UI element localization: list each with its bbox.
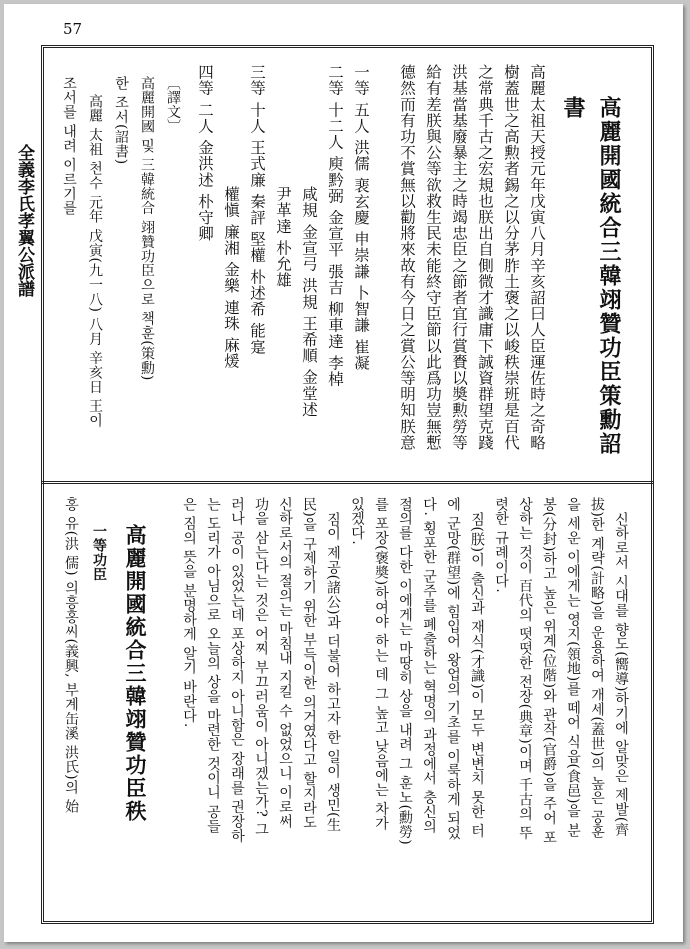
- translation-line: 은 짐의 뜻을 분명하게 알기 바란다.: [181, 497, 197, 728]
- side-title: 全義李氏孝翼公派譜: [14, 144, 34, 297]
- award-line: 三等 十人 王式廉 秦評 堅權 朴述希 能寔: [248, 64, 266, 355]
- translation-line: 는 도리가 아님으로 오늘의 상을 마련한 것이니 공들: [205, 497, 221, 834]
- decree-line: 德然而有功不賞無以勸將來故有今日之賞公等明知朕意: [398, 64, 416, 451]
- translation-line: 짐(朕)이 출신과 재식(才識)이 모두 변변치 못한 터: [469, 512, 485, 839]
- translation-line: 功을 삼는다는 것은 어찌 부끄러움이 아니겠는가? 그: [253, 497, 269, 837]
- translation-line: 을 세운 이에게는 영지(領地)를 떼어 식읍(食邑)을 분: [565, 497, 581, 838]
- decree-line: 高麗太祖天授元年戊寅八月辛亥詔曰人臣運佐時之奇略: [528, 64, 546, 451]
- award-line: 二等 十二人 庾黔弼 金宣平 張吉 柳車達 李棹: [326, 64, 344, 387]
- translation-line: 를 포장(褒奬)하여야 하는 데 그 높고 낮음에는 차가: [373, 497, 389, 831]
- translation-text: 조서를 내려 이르기를: [61, 76, 77, 216]
- section-divider: [41, 481, 654, 484]
- translation-heading: 〔譯文〕: [165, 76, 181, 134]
- translation-line: 拔)한 계략(計略)을 운용하여 개세(蓋世)의 높은 공훈: [589, 497, 605, 839]
- decree-line: 洪基當基廢暴主之時竭忠臣之節者宜行賞賚以奬勲勞等: [450, 64, 468, 451]
- decree-title-suffix: 書: [560, 96, 586, 120]
- award-line: 一等 五人 洪儒 裵玄慶 申崇謙 卜智謙 崔凝: [352, 64, 370, 371]
- decree-line: 給有差朕與公等欲救生民未能終守臣節以此爲功豈無慙: [424, 64, 442, 451]
- document-page: [4, 4, 683, 942]
- page-number: 57: [63, 20, 83, 38]
- decree-title: 高麗開國統合三韓翊贊功臣策勳詔: [596, 96, 622, 456]
- translation-line: 절의를 다한 이에게는 마땅히 상을 내려 그 훈노(勳勞): [397, 497, 413, 846]
- roster-title: 高麗開國統合三韓翊贊功臣秩: [123, 524, 148, 823]
- translation-line: 있겠다.: [349, 497, 365, 546]
- translation-line: 다. 횡포한 군주를 폐출하는 혁명의 과정에서 충신의: [421, 497, 437, 834]
- rank-heading: 一等功臣: [91, 524, 107, 582]
- award-line: 尹革達 朴允雄: [274, 186, 292, 289]
- translation-title: 高麗開國 및 三韓統合 翊贊功臣으로 책훈(策勳): [139, 76, 155, 381]
- award-line: 四等 二人 金洪述 朴守卿: [196, 64, 214, 242]
- translation-line: 에 군망(群望)에 힘입어 왕업의 기초를 이룩하게 되었: [445, 497, 461, 841]
- decree-line: 之常典千古之宏規也朕出自側微才識庸下誠資群望克踐: [476, 64, 494, 451]
- award-line: 權愼 廉湘 金樂 連珠 麻煖: [222, 186, 240, 370]
- translation-line: 상하는 것이 百代의 떳떳한 전장(典章)이며 千古의 뚜: [517, 497, 533, 841]
- translation-title: 한 조서(詔書): [113, 76, 129, 165]
- translation-line: 신하로서의 절의는 마침내 지킬 수 없었으니 이로써: [277, 497, 293, 829]
- translation-line: 짐이 제공(諸公)과 더불어 하고자 한 일이 생민(生: [325, 512, 341, 833]
- decree-line: 樹蓋世之高勲者錫之以分茅胙土褒之以峻秩崇班是百代: [502, 64, 520, 451]
- translation-date: 高麗 太祖 천수 元年 戊寅(九一八) 八月 辛亥日 王이: [87, 94, 103, 428]
- translation-line: 民)을 구제하기 위한 부득이한 의거였다고 할지라도: [301, 497, 317, 830]
- translation-line: 봉(分封)하고 높은 위계(位階)와 관작(官爵)을 주어 포: [541, 497, 557, 845]
- award-line: 咸規 金宣弓 洪規 王希順 金堂述: [300, 186, 318, 418]
- roster-entry: 홍 유(洪 儒) 의흥홍씨(義興, 부계缶溪 洪氏)의 始: [63, 497, 79, 814]
- translation-line: 신하로서 시대를 향도(嚮導)하기에 알맞은 제발(齊: [613, 512, 629, 837]
- translation-line: 렷한 규례이다.: [493, 497, 509, 594]
- translation-line: 러나 공이 있었는데 포상하지 아니함은 장래를 권장하: [229, 497, 245, 843]
